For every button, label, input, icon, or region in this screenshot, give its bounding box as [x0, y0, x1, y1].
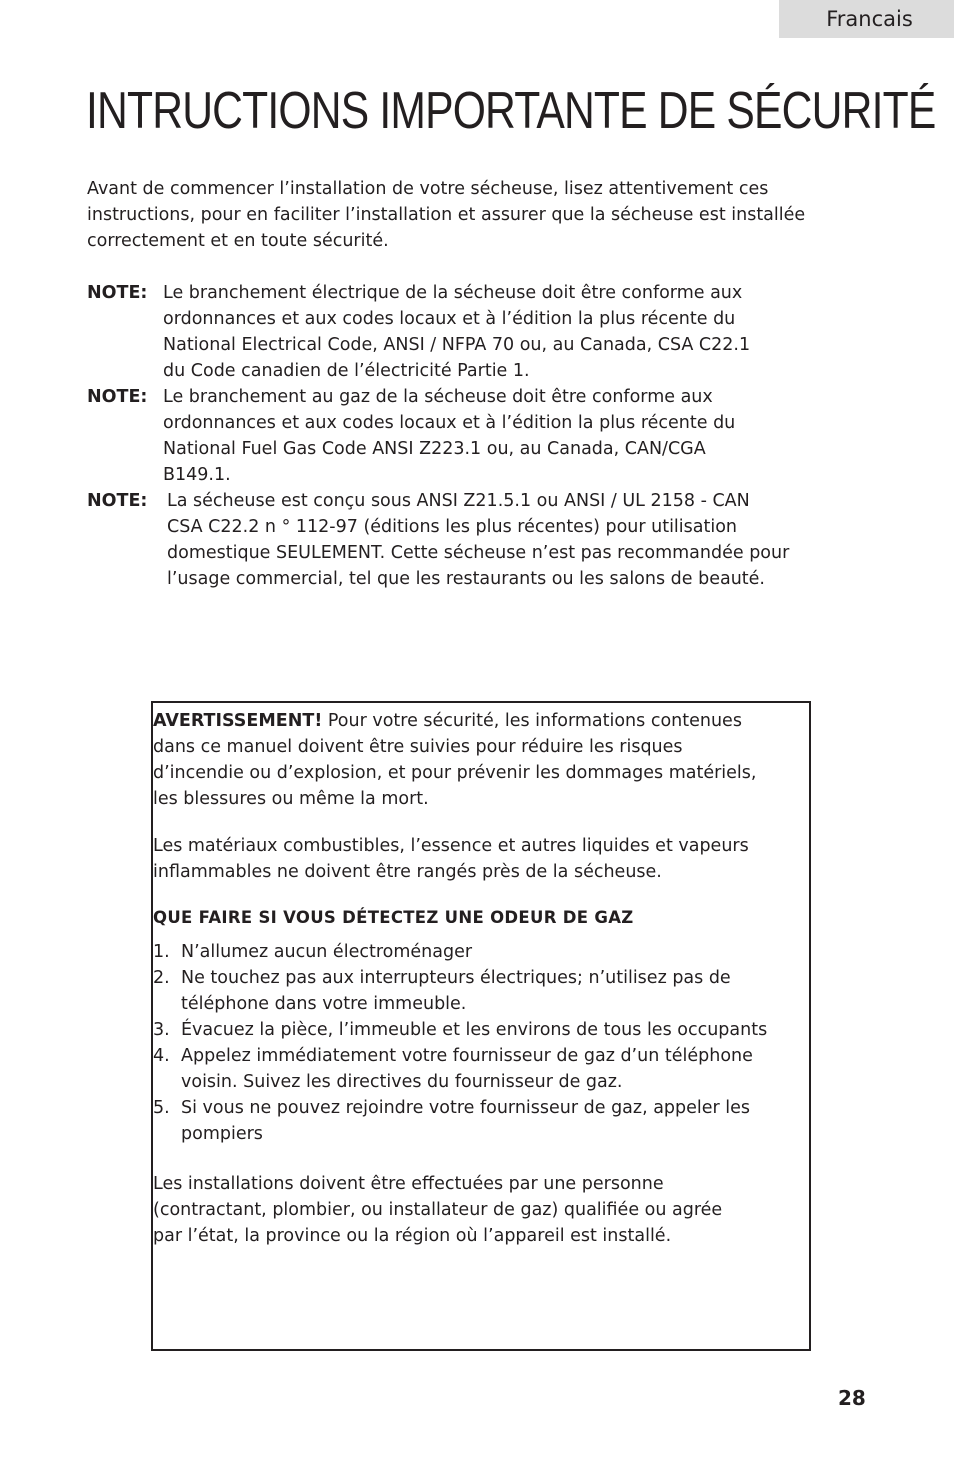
note-text: Le branchement au gaz de la sécheuse doit être conforme aux ordonnances et aux codes locaux et à l’édition la plus récente du National Fuel Gas Code ANSI Z223.1 ou, au Canada, CAN/CGA B149.1.	[163, 387, 736, 485]
list-item: 4. Appelez immédiatement votre fournisseur de gaz d’un téléphone voisin. Suivez les directives du fournisseur de gaz.	[153, 1046, 753, 1092]
note-label: NOTE:	[87, 387, 148, 407]
intro-paragraph	[87, 176, 867, 254]
intro-line: instructions, pour en faciliter l’installation et assurer que la sécheuse est installée	[87, 205, 806, 225]
warning-label: AVERTISSEMENT!	[153, 711, 323, 731]
note-text: La sécheuse est conçu sous ANSI Z21.5.1 ou ANSI / UL 2158 - CAN CSA C22.2 n ° 112-97 (éditions les plus récentes) pour utilisation domestique SEULEMENT. Cette sécheuse n’est pas recommandée pour l’usage commercial, tel que les restaurants ou les salons de beauté.	[167, 491, 790, 589]
gas-steps-list	[153, 939, 825, 1147]
intro-line: correctement et en toute sécurité.	[87, 231, 389, 251]
note-gas	[87, 384, 877, 488]
installer-paragraph: Les installations doivent être effectuées par une personne (contractant, plombier, ou installateur de gaz) qualifiée ou agrée par l’état, la province ou la région où l’appareil est installé.	[153, 1174, 723, 1246]
intro-line: Avant de commencer l’installation de votre sécheuse, lisez attentivement ces	[87, 179, 769, 199]
gas-odor-heading: QUE FAIRE SI VOUS DÉTECTEZ UNE ODEUR DE GAZ	[153, 908, 634, 927]
language-tab: Francais	[779, 0, 954, 38]
note-text: Le branchement électrique de la sécheuse doit être conforme aux ordonnances et aux codes locaux et à l’édition la plus récente du National Electrical Code, ANSI / NFPA 70 ou, au Canada, CSA C22.1 du Code canadien de l’électricité Partie 1.	[163, 283, 751, 381]
warning-paragraph: AVERTISSEMENT! Pour votre sécurité, les informations contenues dans ce manuel doivent être suivies pour réduire les risques d’incendie ou d’explosion, et pour prévenir les dommages matériels, les blessures ou même la mort.	[153, 711, 757, 809]
page-number: 28	[838, 1386, 866, 1410]
note-standards	[87, 488, 877, 592]
note-label: NOTE:	[87, 491, 148, 511]
list-item: 1. N’allumez aucun électroménager	[153, 942, 473, 962]
note-electrical	[87, 280, 877, 384]
list-item: 5. Si vous ne pouvez rejoindre votre fournisseur de gaz, appeler les pompiers	[153, 1098, 751, 1144]
list-item: 2. Ne touchez pas aux interrupteurs électriques; n’utilisez pas de téléphone dans votre immeuble.	[153, 968, 731, 1014]
note-label: NOTE:	[87, 283, 148, 303]
warning-box	[151, 701, 811, 1351]
combustibles-paragraph: Les matériaux combustibles, l’essence et autres liquides et vapeurs inflammables ne doivent être rangés près de la sécheuse.	[153, 836, 749, 882]
list-item: 3. Évacuez la pièce, l’immeuble et les environs de tous les occupants	[153, 1020, 768, 1040]
page-title: INTRUCTIONS IMPORTANTE DE SÉCURITÉ	[86, 82, 936, 140]
